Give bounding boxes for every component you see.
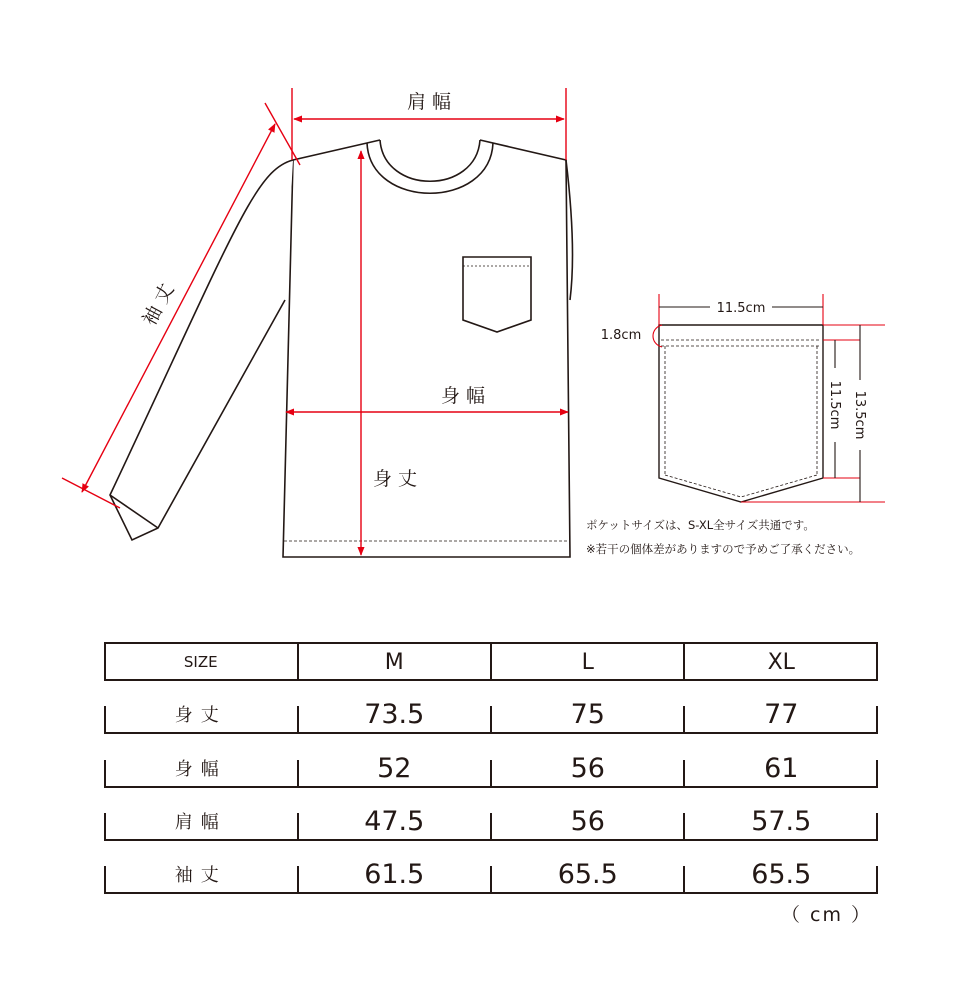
size-header-m: M: [384, 649, 404, 675]
row-label: 身幅: [174, 759, 227, 780]
cell-value: 61.5: [364, 858, 425, 890]
size-header-l: L: [581, 649, 594, 675]
shoulder-width-label: 肩幅: [406, 91, 458, 113]
tshirt-body-outline: [283, 140, 570, 557]
size-header-label: SIZE: [183, 653, 218, 671]
size-table-header: [104, 644, 878, 680]
cell-value: 56: [570, 805, 605, 837]
body-length-label: 身丈: [372, 468, 424, 490]
tshirt-pocket: [463, 257, 531, 332]
table-row: [104, 856, 878, 892]
cell-value: 65.5: [557, 858, 618, 890]
pocket-detail-outline: [659, 325, 823, 502]
pocket-width-label: 11.5cm: [716, 301, 766, 316]
tolerance-note: ※若干の個体差がありますので予めご了承ください。: [586, 542, 861, 556]
pocket-inner-height-label: 11.5cm: [827, 380, 842, 430]
pocket-size-note: ポケットサイズは、S-XL全サイズ共通です。: [586, 518, 815, 532]
row-label: 袖丈: [174, 865, 227, 886]
sleeve-length-label: 袖丈: [138, 274, 182, 330]
table-row: [104, 750, 878, 786]
cell-value: 65.5: [751, 858, 812, 890]
cell-value: 57.5: [751, 805, 812, 837]
cell-value: 56: [570, 752, 605, 784]
tshirt-sleeve: [110, 160, 293, 540]
cell-value: 75: [570, 698, 605, 730]
row-label: 身丈: [174, 705, 227, 726]
cell-value: 77: [764, 698, 799, 730]
table-row: [104, 803, 878, 839]
pocket-flap-label: 1.8cm: [600, 328, 642, 343]
pocket-detail: [659, 325, 823, 502]
body-width-label: 身幅: [440, 385, 492, 407]
row-label: 肩幅: [174, 812, 227, 833]
cell-value: 52: [377, 752, 412, 784]
unit-label: （ cm ）: [780, 904, 872, 926]
pocket-total-height-label: 13.5cm: [852, 390, 867, 440]
cell-value: 73.5: [364, 698, 425, 730]
tshirt-illustration: [110, 140, 573, 557]
cell-value: 61: [764, 752, 799, 784]
table-row: [104, 696, 878, 732]
size-header-xl: XL: [767, 649, 795, 675]
cell-value: 47.5: [364, 805, 425, 837]
